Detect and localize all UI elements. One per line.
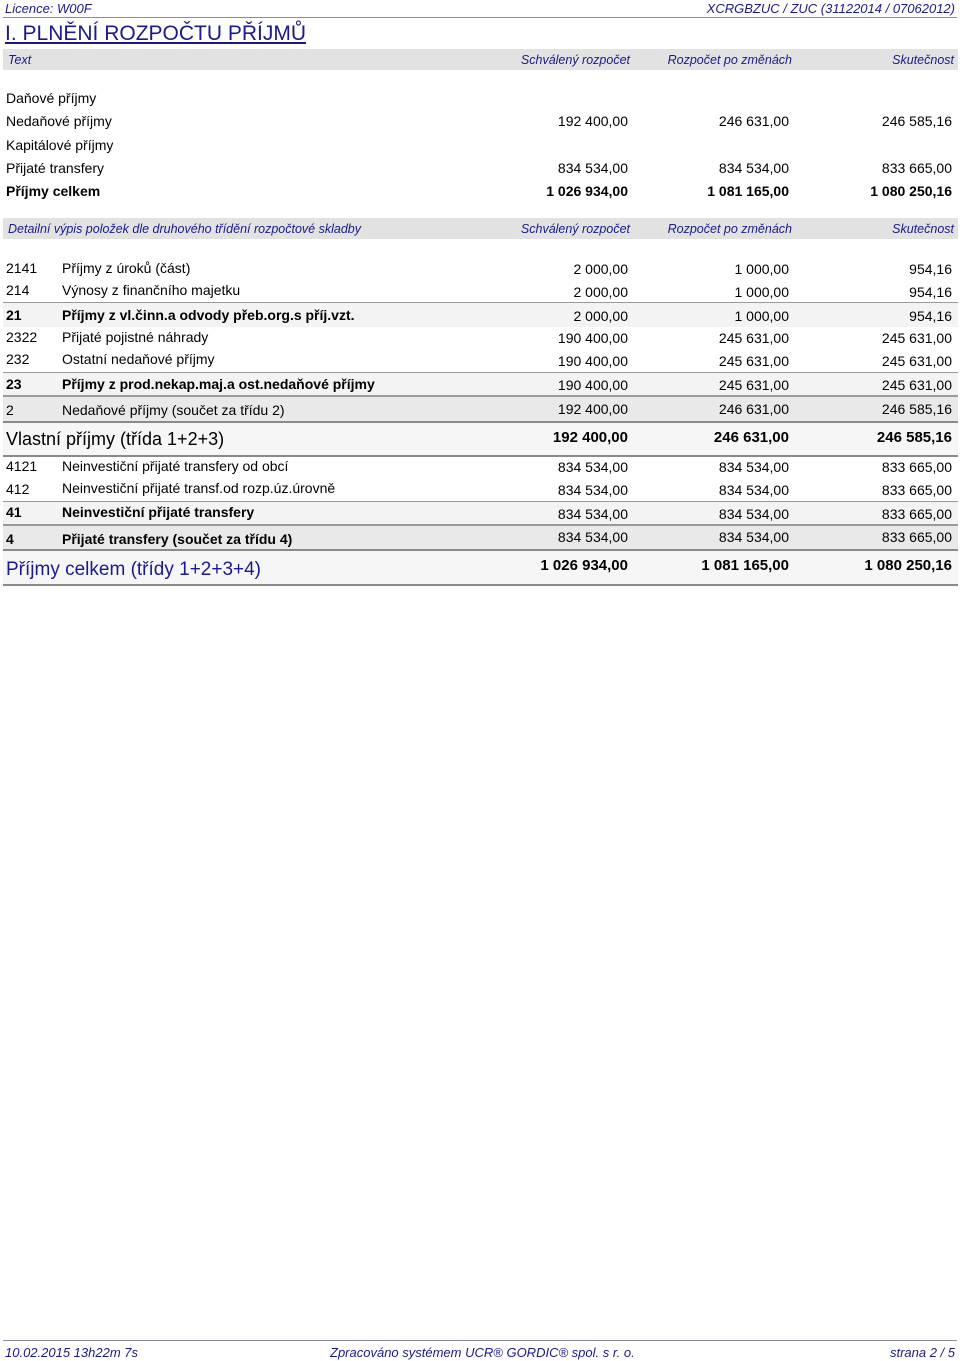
row-name: Výnosy z finančního majetku [62,282,241,298]
row-revised: 246 631,00 [713,429,789,446]
row-code: 21 [6,307,22,323]
detail-row [3,259,958,280]
row-revised: 245 631,00 [718,377,789,393]
row-revised: 1 081 165,00 [707,183,789,199]
row-approved: 1 026 934,00 [546,183,628,199]
header-actual: Skutečnost [892,53,954,67]
detail-subtotal-row [3,501,958,525]
row-name: Vlastní příjmy (třída 1+2+3) [6,429,225,449]
row-name: Příjmy z vl.činn.a odvody přeb.org.s příj.vzt. [62,307,355,323]
row-revised: 834 534,00 [718,506,789,522]
footer-page: strana 2 / 5 [889,1345,955,1360]
row-revised: 834 534,00 [718,459,789,475]
row-revised: 834 534,00 [718,529,789,545]
row-actual: 246 585,16 [881,401,952,417]
summary-row [3,160,958,180]
row-actual: 833 665,00 [881,459,952,475]
row-name: Neinvestiční přijaté transfery od obcí [62,458,289,474]
header-revised: Rozpočet po změnách [667,222,792,236]
row-name: Přijaté pojistné náhrady [62,329,209,345]
summary-row [3,137,958,157]
header-approved: Schválený rozpočet [520,53,630,67]
summary-total-row [3,183,958,203]
detail-class-total-row [3,524,958,551]
row-actual: 245 631,00 [881,330,952,346]
row-approved: 1 026 934,00 [540,557,628,574]
row-name: Příjmy celkem [6,183,101,199]
row-revised: 1 000,00 [734,261,789,277]
row-approved: 190 400,00 [557,330,628,346]
row-actual: 954,16 [909,308,952,324]
row-actual: 246 585,16 [876,429,952,446]
own-revenue-total-row [3,421,958,457]
footer-date: 10.02.2015 13h22m 7s [5,1345,138,1360]
row-name: Daňové příjmy [6,90,97,106]
summary-row [3,113,958,133]
row-code: 412 [6,481,30,497]
row-actual: 954,16 [909,284,952,300]
row-name: Kapitálové příjmy [6,137,114,153]
row-name: Nedaňové příjmy [6,113,112,129]
row-approved: 834 534,00 [557,506,628,522]
detail-row [3,280,958,302]
row-actual: 1 080 250,16 [864,557,952,574]
row-name: Příjmy z úroků (část) [62,260,191,276]
row-code: 2141 [6,260,38,276]
row-actual: 1 080 250,16 [870,183,952,199]
row-approved: 834 534,00 [557,529,628,545]
row-approved: 834 534,00 [557,160,628,176]
header-approved: Schválený rozpočet [520,222,630,236]
licence-label: Licence: W00F [5,1,92,16]
page-title: I. PLNĚNÍ ROZPOČTU PŘÍJMŮ [5,22,307,45]
detail-header [3,218,958,239]
row-actual: 954,16 [909,261,952,277]
row-actual: 245 631,00 [881,353,952,369]
row-approved: 192 400,00 [552,429,628,446]
row-revised: 1 081 165,00 [701,557,789,574]
row-revised: 834 534,00 [718,160,789,176]
row-name: Neinvestiční přijaté transfery [62,504,255,520]
top-divider [3,17,957,18]
summary-row [3,90,958,110]
row-code: 232 [6,351,30,367]
row-revised: 245 631,00 [718,353,789,369]
row-code: 4121 [6,458,38,474]
row-code: 23 [6,376,22,392]
detail-subtotal-row [3,302,958,327]
row-revised: 246 631,00 [718,113,789,129]
footer-system: Zpracováno systémem UCR® GORDIC® spol. s r. o. [330,1345,635,1360]
header-revised: Rozpočet po změnách [667,53,792,67]
row-name: Příjmy celkem (třídy 1+2+3+4) [6,559,262,580]
detail-class-total-row [3,395,958,423]
header-text: Detailní výpis položek dle druhového třídění rozpočtové skladby [8,222,361,236]
row-actual: 833 665,00 [881,529,952,545]
detail-row [3,455,958,478]
detail-row [3,326,958,349]
row-name: Přijaté transfery (součet za třídu 4) [62,531,293,547]
row-code: 214 [6,282,30,298]
row-revised: 834 534,00 [718,482,789,498]
row-approved: 192 400,00 [557,401,628,417]
row-revised: 246 631,00 [718,401,789,417]
row-actual: 833 665,00 [881,506,952,522]
top-bar [5,0,955,18]
row-code: 41 [6,504,22,520]
row-revised: 245 631,00 [718,330,789,346]
detail-row [3,478,958,501]
row-name: Přijaté transfery [6,160,105,176]
row-revised: 1 000,00 [734,308,789,324]
summary-header [3,49,958,70]
row-name: Příjmy z prod.nekap.maj.a ost.nedaňové příjmy [62,376,375,392]
row-approved: 192 400,00 [557,113,628,129]
row-approved: 2 000,00 [573,261,628,277]
report-id: XCRGBZUC / ZUC (31122014 / 07062012) [706,1,955,16]
row-approved: 834 534,00 [557,482,628,498]
row-approved: 190 400,00 [557,353,628,369]
row-approved: 2 000,00 [573,308,628,324]
row-code: 2322 [6,329,38,345]
row-actual: 833 665,00 [881,482,952,498]
row-approved: 2 000,00 [573,284,628,300]
detail-subtotal-row [3,372,958,396]
footer-divider [3,1340,957,1341]
row-actual: 246 585,16 [881,113,952,129]
header-text: Text [8,53,32,67]
row-name: Neinvestiční přijaté transf.od rozp.úz.úrovně [62,480,336,496]
header-actual: Skutečnost [892,222,954,236]
grand-total-row [3,549,958,586]
row-code: 2 [6,402,14,418]
row-revised: 1 000,00 [734,284,789,300]
row-name: Ostatní nedaňové příjmy [62,351,215,367]
row-approved: 834 534,00 [557,459,628,475]
detail-row [3,349,958,372]
row-code: 4 [6,531,14,547]
row-approved: 190 400,00 [557,377,628,393]
row-actual: 245 631,00 [881,377,952,393]
row-actual: 833 665,00 [881,160,952,176]
row-name: Nedaňové příjmy (součet za třídu 2) [62,402,285,418]
